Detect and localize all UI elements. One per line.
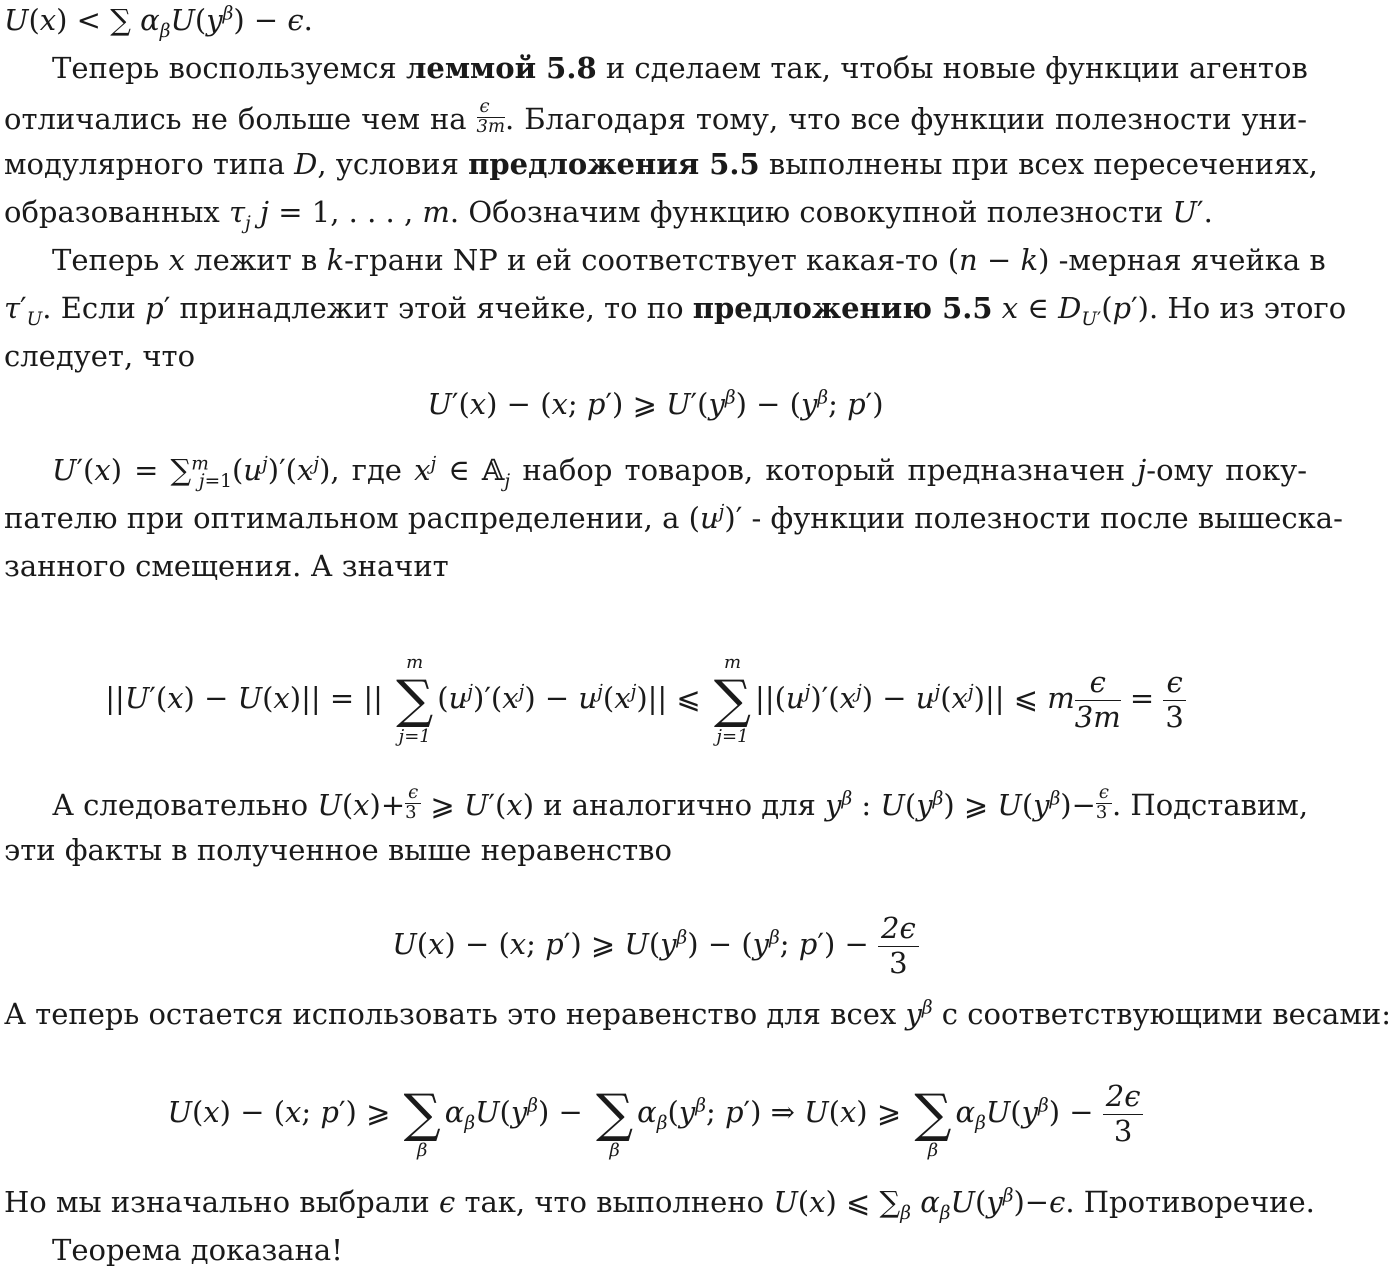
- text-line-3: отличались не больше чем на $\frac{\epsilon}{3m}$ . Благодаря тому, что все функции полезности уни-: [4, 96, 1308, 137]
- proposition-ref-2: предложению 5.5: [692, 291, 993, 325]
- text-line-2: Теперь воспользуемся леммой 5.8 и сделаем так, чтобы новые функции агентов: [52, 51, 1308, 85]
- text-line-1: U(x) < ∑ $\alpha_\beta U(y^\beta) - \epsilon$.: [4, 3, 313, 42]
- sum-operator: m ∑ j=1: [396, 652, 434, 747]
- sum-operator: ∑ β: [403, 1084, 441, 1161]
- text-line-4: модулярного типа D, условия предложения 5.5 выполнены при всех пересечениях,: [4, 147, 1318, 181]
- equation-3: U(x) − (x; p′) ⩾ $U(y^\beta) - (y^\beta$; p′) − $\frac{2\epsilon}{3}$: [0, 904, 1311, 984]
- lemma-ref: леммой 5.8: [405, 51, 597, 85]
- text-line-12: А следовательно U(x)+ $\frac{\epsilon}{3}$ ⩾ U′(x) и аналогично для $y^\beta$ : $U(y^\beta)$ ⩾ $U(y^\beta)-$ $\frac{\epsilon}{3}$ . Подставим,: [52, 782, 1309, 823]
- fraction-eps-3: $\frac{\epsilon}{3}$: [1165, 665, 1184, 734]
- equation-2: ||U′(x) − U(x)|| = || m ∑ j=1 $(u^j)'(x^j) - u^j(x^j)||$ ⩽ m ∑ j=1 $||(u^j)'(x^j) - u^j(x^j)||$ ⩽ m $\frac{\epsilon}{3m}$ = $\frac{\epsilon}{3}$: [105, 652, 1184, 747]
- text-line-15: Но мы изначально выбрали ϵ так, что выполнено U(x) ⩽ $\sum_\beta$ $\alpha_\beta U(y^\beta)-\epsilon$. Противоречие.: [4, 1185, 1315, 1224]
- text-line-13: эти факты в полученное выше неравенство: [4, 833, 672, 867]
- text-line-10: пателю при оптимальном распределении, а $(u^j)'$ - функции полезности после вышеска-: [4, 501, 1343, 535]
- text-line-7: $\tau'_U$. Если p′ принадлежит этой ячейке, то по предложению 5.5 x ∈ $D_{U'}(p')$. Но из этого: [4, 291, 1347, 330]
- fraction-eps-3m: $\frac{\epsilon}{3m}$: [476, 96, 506, 137]
- sum-operator: ∑ β: [914, 1084, 952, 1161]
- proposition-ref: предложения 5.5: [468, 147, 760, 181]
- equation-1: U′(x) − (x; p′) ⩾ $U'(y^\beta) - (y^\beta$; p′): [427, 387, 884, 421]
- sum-operator: ∑ β: [596, 1084, 634, 1161]
- text-line-6: Теперь x лежит в k-грани NP и ей соответствует какая-то (n − k) -мерная ячейка в: [52, 243, 1326, 277]
- text-line-11: занного смещения. А значит: [4, 549, 449, 583]
- text-line-9: $U'(x) = \sum^m_{j=1}(u^j)'(x^j)$, где $x^j$ ∈ 𝔸$_j$ набор товаров, который предназначен j-ому поку-: [52, 453, 1308, 492]
- text-line-14: А теперь остается использовать это неравенство для всех $y^\beta$ с соответствующими весами:: [4, 997, 1391, 1031]
- fraction-eps-3m: $\frac{\epsilon}{3m}$: [1074, 665, 1121, 734]
- text-line-5: образованных $\tau_j$ j = 1, . . . , m. Обозначим функцию совокупной полезности U′.: [4, 195, 1213, 234]
- fraction-2eps-3: $\frac{2\epsilon}{3}$: [878, 912, 919, 980]
- equation-4: U(x) − (x; p′) ⩾ ∑ β $\alpha_\beta U(y^\beta)$ − ∑ β $\alpha_\beta(y^\beta$; p′) ⇒ U(x) ⩾ ∑ β $\alpha_\beta U(y^\beta)$ − $\frac{2\epsilon}{3}$: [0, 1062, 1311, 1162]
- sum-operator: m ∑ j=1: [713, 652, 752, 747]
- fraction-2eps-3: $\frac{2\epsilon}{3}$: [1103, 1080, 1144, 1148]
- text-line-16: Теорема доказана!: [52, 1233, 343, 1267]
- text-line-8: следует, что: [4, 339, 196, 373]
